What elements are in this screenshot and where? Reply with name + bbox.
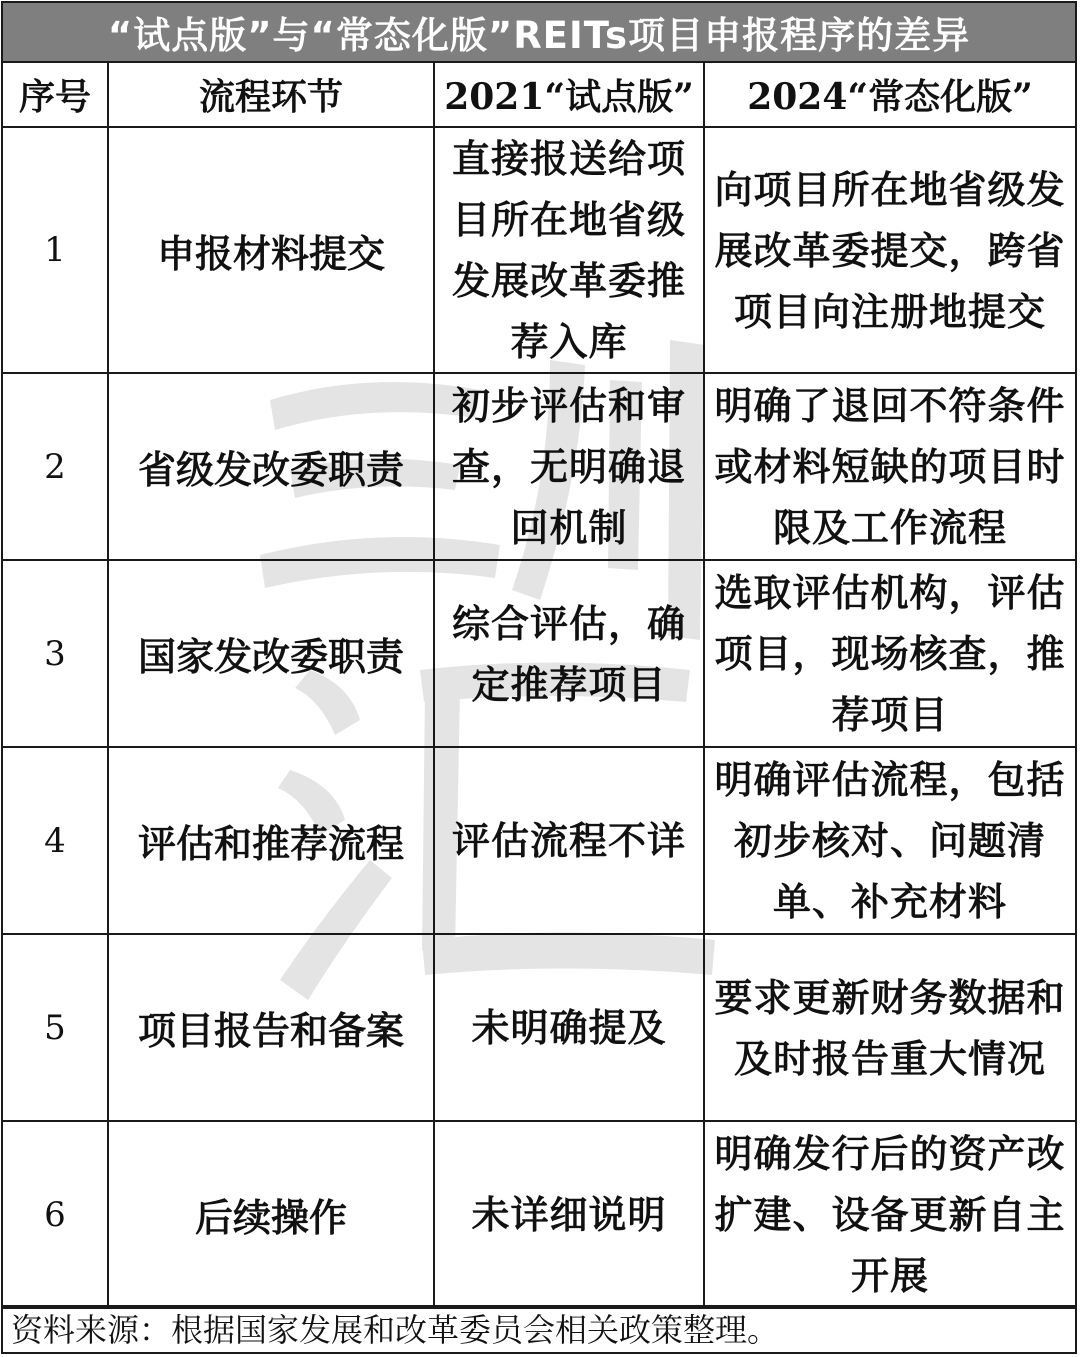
table-row xyxy=(3,934,1075,1121)
cell-normal: 明确评估流程，包括初步核对、问题清单、补充材料 xyxy=(704,747,1075,934)
header-pilot: 2021“试点版” xyxy=(434,63,704,127)
cell-pilot: 初步评估和审查，无明确退回机制 xyxy=(434,373,704,560)
cell-normal: 向项目所在地省级发展改革委提交，跨省项目向注册地提交 xyxy=(704,127,1075,373)
header-normal: 2024“常态化版” xyxy=(704,63,1075,127)
header-stage: 流程环节 xyxy=(108,63,434,127)
cell-pilot: 评估流程不详 xyxy=(434,747,704,934)
cell-seq: 1 xyxy=(3,127,108,373)
table-row xyxy=(3,560,1075,747)
comparison-table xyxy=(3,63,1075,1309)
cell-seq: 4 xyxy=(3,747,108,934)
cell-normal: 明确了退回不符条件或材料短缺的项目时限及工作流程 xyxy=(704,373,1075,560)
cell-normal: 要求更新财务数据和及时报告重大情况 xyxy=(704,934,1075,1121)
header-seq: 序号 xyxy=(3,63,108,127)
title-bar xyxy=(3,3,1075,63)
table-row xyxy=(3,373,1075,560)
comparison-table-panel xyxy=(1,1,1077,1354)
cell-stage: 申报材料提交 xyxy=(108,127,434,373)
cell-pilot: 综合评估，确定推荐项目 xyxy=(434,560,704,747)
cell-seq: 3 xyxy=(3,560,108,747)
table-row xyxy=(3,1121,1075,1308)
cell-normal: 选取评估机构，评估项目，现场核查，推荐项目 xyxy=(704,560,1075,747)
cell-stage: 项目报告和备案 xyxy=(108,934,434,1121)
table-row xyxy=(3,127,1075,373)
cell-pilot: 未详细说明 xyxy=(434,1121,704,1308)
cell-stage: 国家发改委职责 xyxy=(108,560,434,747)
cell-pilot: 直接报送给项目所在地省级发展改革委推荐入库 xyxy=(434,127,704,373)
cell-seq: 6 xyxy=(3,1121,108,1308)
cell-seq: 5 xyxy=(3,934,108,1121)
cell-stage: 省级发改委职责 xyxy=(108,373,434,560)
cell-normal: 明确发行后的资产改扩建、设备更新自主开展 xyxy=(704,1121,1075,1308)
table-row xyxy=(3,747,1075,934)
table-header-row xyxy=(3,63,1075,127)
cell-pilot: 未明确提及 xyxy=(434,934,704,1121)
cell-stage: 后续操作 xyxy=(108,1121,434,1308)
table-title: “试点版”与“常态化版”REITs项目申报程序的差异 xyxy=(107,14,971,57)
cell-seq: 2 xyxy=(3,373,108,560)
cell-stage: 评估和推荐流程 xyxy=(108,747,434,934)
source-note: 资料来源：根据国家发展和改革委员会相关政策整理。 xyxy=(3,1305,1075,1354)
